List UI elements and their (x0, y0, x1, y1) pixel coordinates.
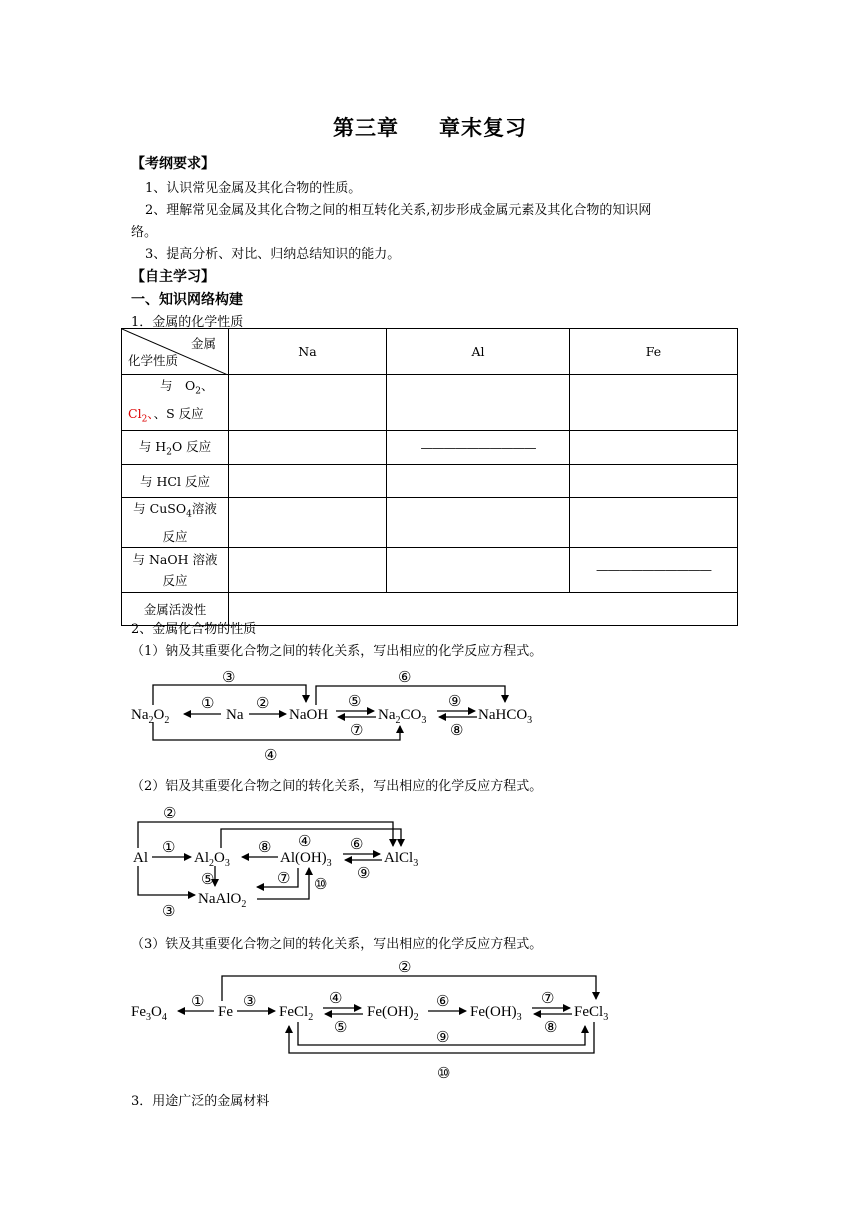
col-header-na: Na (229, 329, 387, 375)
fe-step-6: ⑥ (436, 994, 450, 1010)
al-step-3: ③ (162, 904, 176, 920)
col-header-al: Al (387, 329, 570, 375)
table-corner: 金属 化学性质 (122, 329, 229, 375)
step-7: ⑦ (350, 723, 364, 739)
fecl3-label: FeCl$_3$ (574, 1004, 609, 1023)
exam-heading: 【考纲要求】 (131, 156, 215, 172)
metal-props-heading: 1．金属的化学性质 (131, 315, 244, 330)
fecl2-label: FeCl$_2$ (279, 1004, 314, 1023)
fe-step-2: ② (398, 960, 412, 976)
fe-step-1: ① (191, 994, 205, 1010)
step-9: ⑨ (448, 694, 462, 710)
exam-item-2a: 2、理解常见金属及其化合物之间的相互转化关系,初步形成金属元素及其化合物的知识网 (145, 203, 652, 218)
feoh3-label: $Fe(OH)_3$ (470, 1004, 522, 1023)
step-1: ① (201, 696, 215, 712)
self-study-heading: 【自主学习】 (131, 269, 215, 285)
fe-diagram (131, 960, 608, 1082)
row-label-hcl: 与 HCl 反应 (122, 465, 229, 498)
alcl3-label: AlCl$_3$ (384, 850, 419, 869)
exam-item-3: 3、提高分析、对比、归纳总结知识的能力。 (145, 247, 401, 262)
al-step-6: ⑥ (350, 837, 364, 853)
fe-step-9: ⑨ (436, 1030, 450, 1046)
step-8: ⑧ (450, 723, 464, 739)
col-header-fe: Fe (570, 329, 738, 375)
cell-fe-naoh-dash: —————————— (570, 547, 738, 592)
row-label-h2o: 与 $H_2O$ 反应 (122, 431, 229, 465)
page-title: 第三章 章末复习 (333, 116, 527, 140)
step-6: ⑥ (398, 670, 412, 686)
step-3: ③ (222, 670, 236, 686)
al-step-10: ⑩ (314, 877, 328, 893)
al2o3-label: $Al_2O_3$ (194, 850, 230, 869)
fe-step-5: ⑤ (334, 1020, 348, 1036)
step-2: ② (256, 696, 270, 712)
naalo2-label: NaAlO$_2$ (198, 891, 247, 910)
na-label: Na (226, 707, 244, 723)
al-step-4: ④ (298, 834, 312, 850)
fe-step-3: ③ (243, 994, 257, 1010)
cell-al-h2o-dash: —————————— (387, 431, 570, 465)
nahco3-label: NaHCO$_3$ (478, 707, 533, 726)
al-section-caption: （2）铝及其重要化合物之间的转化关系，写出相应的化学反应方程式。 (131, 779, 543, 794)
na-diagram (131, 670, 532, 764)
compounds-heading: 2、金属化合物的性质 (131, 622, 257, 637)
fe-section-caption: （3）铁及其重要化合物之间的转化关系，写出相应的化学反应方程式。 (131, 937, 543, 952)
na2co3-label: $Na_2CO_3$ (378, 707, 427, 726)
step-4: ④ (264, 748, 278, 764)
na-section-caption: （1）钠及其重要化合物之间的转化关系，写出相应的化学反应方程式。 (131, 644, 543, 659)
row-label-activity: 金属活泼性 (122, 592, 229, 625)
fe3o4-label: $Fe_3O_4$ (131, 1004, 167, 1023)
exam-item-2b: 络。 (131, 225, 158, 240)
row-label-o2: 与 $O_2$、 $Cl_2$、、S 反应 (122, 375, 229, 431)
al-step-2: ② (163, 806, 177, 822)
materials-heading: 3．用途广泛的金属材料 (131, 1094, 270, 1109)
fe-step-8: ⑧ (544, 1020, 558, 1036)
fe-step-7: ⑦ (541, 991, 555, 1007)
al-step-8: ⑧ (258, 840, 272, 856)
al-step-9: ⑨ (357, 866, 371, 882)
al-step-1: ① (162, 840, 176, 856)
al-step-7: ⑦ (277, 871, 291, 887)
al-step-5: ⑤ (201, 872, 215, 888)
aloh3-label: $Al(OH)_3$ (280, 850, 332, 869)
row-label-cuso4: 与 CuSO$_4$溶液 反应 (122, 498, 229, 548)
exam-item-1: 1、认识常见金属及其化合物的性质。 (145, 181, 362, 196)
al-label: Al (133, 850, 148, 866)
knowledge-network-heading: 一、知识网络构建 (131, 292, 243, 308)
naoh-label: NaOH (289, 707, 329, 723)
na2o2-label: $Na_2O_2$ (131, 707, 170, 726)
al-diagram (133, 806, 418, 920)
fe-step-4: ④ (329, 991, 343, 1007)
row-label-naoh: 与 NaOH 溶液 反应 (122, 547, 229, 592)
feoh2-label: $Fe(OH)_2$ (367, 1004, 419, 1023)
fe-label: Fe (218, 1004, 233, 1020)
step-5: ⑤ (348, 694, 362, 710)
fe-step-10: ⑩ (437, 1066, 451, 1082)
